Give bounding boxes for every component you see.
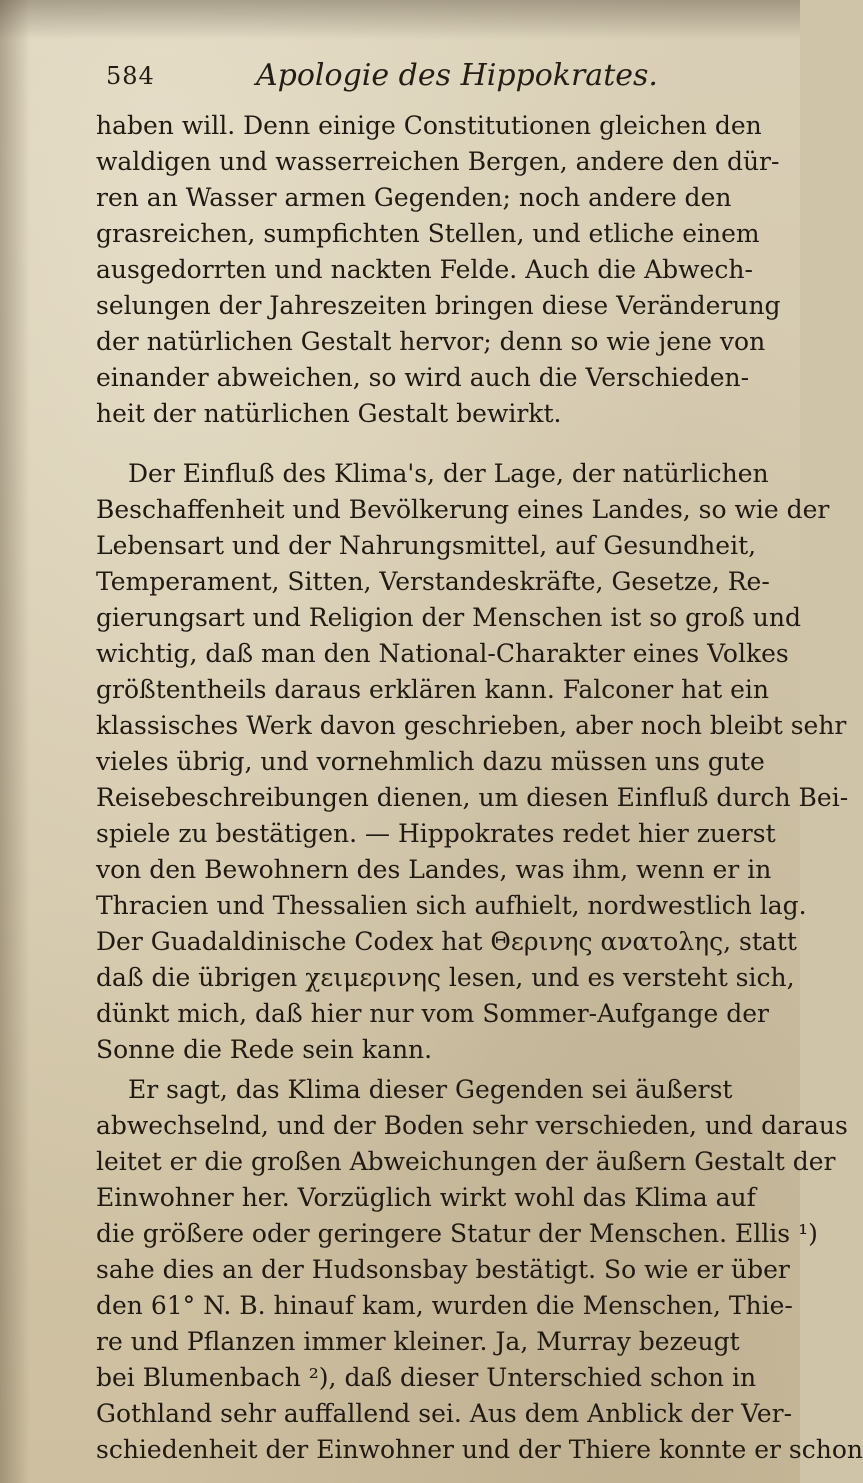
- text-line: Lebensart und der Nahrungsmittel, auf Gesundheit,: [96, 531, 757, 560]
- text-line: Thracien und Thessalien sich aufhielt, nordwestlich lag.: [96, 891, 807, 920]
- text-line: Gothland sehr auffallend sei. Aus dem Anblick der Ver-: [96, 1399, 793, 1428]
- text-line: Der Guadaldinische Codex hat Θερινης ανατολης, statt: [96, 927, 797, 956]
- text-line: Reisebeschreibungen dienen, um diesen Einfluß durch Bei-: [96, 783, 849, 812]
- text-line: wichtig, daß man den National-Charakter eines Volkes: [96, 639, 789, 668]
- paragraph-start-line: Er sagt, das Klima dieser Gegenden sei äußerst: [128, 1075, 733, 1104]
- text-line: Beschaffenheit und Bevölkerung eines Landes, so wie der: [96, 495, 830, 524]
- text-line: Einwohner her. Vorzüglich wirkt wohl das Klima auf: [96, 1183, 756, 1212]
- text-line: waldigen und wasserreichen Bergen, andere den dür-: [96, 147, 780, 176]
- text-line: abwechselnd, und der Boden sehr verschieden, und daraus: [96, 1111, 848, 1140]
- text-line: einander abweichen, so wird auch die Verschieden-: [96, 363, 750, 392]
- text-line: gierungsart und Religion der Menschen ist so groß und: [96, 603, 801, 632]
- text-line: ausgedorrten und nackten Felde. Auch die Abwech-: [96, 255, 753, 284]
- running-header: [106, 56, 706, 96]
- paragraph-start-line: Der Einfluß des Klima's, der Lage, der natürlichen: [128, 459, 769, 488]
- text-line: größtentheils daraus erklären kann. Falconer hat ein: [96, 675, 770, 704]
- page-shadow-top: [0, 0, 800, 40]
- text-line: daß die übrigen χειμερινης lesen, und es versteht sich,: [96, 963, 795, 992]
- page-number: 584: [106, 62, 155, 90]
- text-line: Sonne die Rede sein kann.: [96, 1035, 433, 1064]
- text-line: klassisches Werk davon geschrieben, aber noch bleibt sehr: [96, 711, 847, 740]
- text-line: spiele zu bestätigen. — Hippokrates redet hier zuerst: [96, 819, 776, 848]
- text-line: heit der natürlichen Gestalt bewirkt.: [96, 399, 562, 428]
- text-line: vieles übrig, und vornehmlich dazu müssen uns gute: [96, 747, 765, 776]
- text-line: grasreichen, sumpfichten Stellen, und etliche einem: [96, 219, 760, 248]
- text-line: dünkt mich, daß hier nur vom Sommer-Aufgange der: [96, 999, 770, 1028]
- text-line: sahe dies an der Hudsonsbay bestätigt. So wie er über: [96, 1255, 790, 1284]
- running-title: Apologie des Hippokrates.: [256, 58, 658, 93]
- text-line: Temperament, Sitten, Verstandeskräfte, Gesetze, Re-: [96, 567, 770, 596]
- text-line: ren an Wasser armen Gegenden; noch andere den: [96, 183, 732, 212]
- text-line: schiedenheit der Einwohner und der Thiere konnte er schon: [96, 1435, 863, 1464]
- text-line: die größere oder geringere Statur der Menschen. Ellis ¹): [96, 1219, 818, 1248]
- text-line: haben will. Denn einige Constitutionen gleichen den: [96, 111, 762, 140]
- text-line: den 61° N. B. hinauf kam, wurden die Menschen, Thie-: [96, 1291, 793, 1320]
- text-line: der natürlichen Gestalt hervor; denn so wie jene von: [96, 327, 766, 356]
- body-text: [96, 108, 863, 1468]
- text-line: von den Bewohnern des Landes, was ihm, wenn er in: [96, 855, 772, 884]
- page-shadow-left: [0, 0, 30, 1483]
- text-line: leitet er die großen Abweichungen der äußern Gestalt der: [96, 1147, 836, 1176]
- text-line: selungen der Jahreszeiten bringen diese Veränderung: [96, 291, 781, 320]
- text-line: re und Pflanzen immer kleiner. Ja, Murray bezeugt: [96, 1327, 740, 1356]
- text-line: bei Blumenbach ²), daß dieser Unterschied schon in: [96, 1363, 757, 1392]
